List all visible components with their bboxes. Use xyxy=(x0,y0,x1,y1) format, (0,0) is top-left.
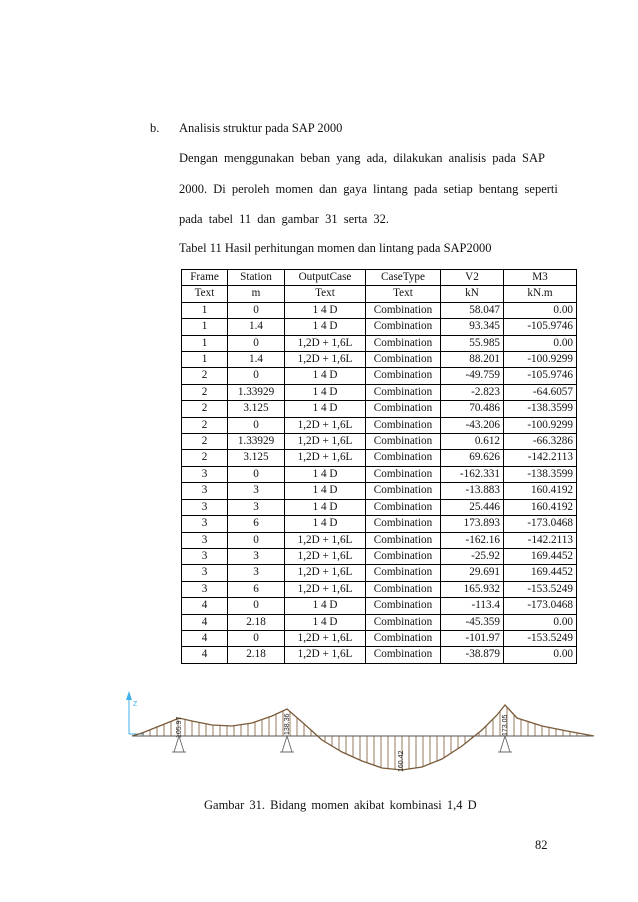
paragraph-line-1: Dengan menggunakan beban yang ada, dilakukan analisis pada SAP xyxy=(179,151,545,165)
table-cell: Frame xyxy=(182,270,228,286)
table-row xyxy=(182,368,577,384)
table-cell: 88.201 xyxy=(441,352,504,368)
table-cell: M3 xyxy=(504,270,577,286)
table-cell: V2 xyxy=(441,270,504,286)
table-cell: 1 4 D xyxy=(285,598,366,614)
table-cell: 3 xyxy=(182,483,228,499)
table-cell: 1,2D + 1,6L xyxy=(285,548,366,564)
table-row xyxy=(182,614,577,630)
table-cell: -64.6057 xyxy=(504,384,577,400)
section-title: Analisis struktur pada SAP 2000 xyxy=(179,121,343,135)
table-cell: -66.3286 xyxy=(504,434,577,450)
table-cell: -173.0468 xyxy=(504,516,577,532)
table-cell: Combination xyxy=(366,302,441,318)
table-cell: 1 4 D xyxy=(285,499,366,515)
table-cell: 4 xyxy=(182,647,228,663)
table-cell: -105.9746 xyxy=(504,368,577,384)
table-row xyxy=(182,466,577,482)
table-row xyxy=(182,352,577,368)
table-row xyxy=(182,384,577,400)
table-row xyxy=(182,565,577,581)
table-cell: 1 4 D xyxy=(285,319,366,335)
table-row xyxy=(182,450,577,466)
table-cell: 2.18 xyxy=(228,647,285,663)
table-cell: Combination xyxy=(366,598,441,614)
table-cell: 25.446 xyxy=(441,499,504,515)
table-cell: m xyxy=(228,286,285,302)
paragraph-line-3: pada tabel 11 dan gambar 31 serta 32. xyxy=(179,212,390,226)
table-cell: -100.9299 xyxy=(504,417,577,433)
table-cell: 1 xyxy=(182,319,228,335)
table-cell: Combination xyxy=(366,384,441,400)
table-cell: 70.486 xyxy=(441,401,504,417)
table-cell: -38.879 xyxy=(441,647,504,663)
table-cell: 4 xyxy=(182,598,228,614)
table-cell: 0.00 xyxy=(504,614,577,630)
table-cell: kN.m xyxy=(504,286,577,302)
table-cell: -142.2113 xyxy=(504,450,577,466)
table-cell: 6 xyxy=(228,581,285,597)
table-row xyxy=(182,401,577,417)
table-cell: 0 xyxy=(228,466,285,482)
support-2 xyxy=(280,736,294,752)
table-row xyxy=(182,335,577,351)
table-cell: -142.2113 xyxy=(504,532,577,548)
table-cell: Combination xyxy=(366,516,441,532)
table-cell: 3 xyxy=(228,565,285,581)
table-cell: 160.4192 xyxy=(504,499,577,515)
table-cell: 0.612 xyxy=(441,434,504,450)
table-cell: 3 xyxy=(182,499,228,515)
table-cell: 2 xyxy=(182,368,228,384)
table-cell: Combination xyxy=(366,614,441,630)
table-units-row xyxy=(182,286,577,302)
table-cell: 0.00 xyxy=(504,647,577,663)
table-cell: 3 xyxy=(228,499,285,515)
table-cell: 1 xyxy=(182,335,228,351)
table-cell: 1.33929 xyxy=(228,434,285,450)
table-cell: 2.18 xyxy=(228,614,285,630)
results-table xyxy=(181,269,577,664)
table-cell: Combination xyxy=(366,401,441,417)
table-cell: 1,2D + 1,6L xyxy=(285,417,366,433)
page-number: 82 xyxy=(535,838,548,852)
table-row xyxy=(182,598,577,614)
table-cell: 93.345 xyxy=(441,319,504,335)
table-cell: Station xyxy=(228,270,285,286)
table-row xyxy=(182,532,577,548)
table-cell: 0 xyxy=(228,630,285,646)
table-cell: 0 xyxy=(228,368,285,384)
table-cell: 169.4452 xyxy=(504,565,577,581)
table-cell: 1.33929 xyxy=(228,384,285,400)
table-cell: 2 xyxy=(182,417,228,433)
table-cell: Combination xyxy=(366,532,441,548)
table-cell: 1 4 D xyxy=(285,483,366,499)
value-label-4: 173.05 xyxy=(502,714,509,736)
table-cell: 165.932 xyxy=(441,581,504,597)
table-cell: CaseType xyxy=(366,270,441,286)
table-cell: Combination xyxy=(366,581,441,597)
table-row xyxy=(182,417,577,433)
table-cell: 1 xyxy=(182,352,228,368)
table-cell: Combination xyxy=(366,499,441,515)
table-cell: Combination xyxy=(366,368,441,384)
moment-diagram xyxy=(122,688,596,780)
table-cell: Combination xyxy=(366,548,441,564)
table-cell: Combination xyxy=(366,319,441,335)
table-cell: Combination xyxy=(366,466,441,482)
table-cell: 3 xyxy=(182,516,228,532)
table-cell: -49.759 xyxy=(441,368,504,384)
table-cell: 2 xyxy=(182,450,228,466)
table-cell: 0 xyxy=(228,532,285,548)
table-cell: 2 xyxy=(182,434,228,450)
table-cell: 29.691 xyxy=(441,565,504,581)
table-row xyxy=(182,302,577,318)
table-cell: 69.626 xyxy=(441,450,504,466)
table-cell: 1 4 D xyxy=(285,302,366,318)
table-cell: -113.4 xyxy=(441,598,504,614)
table-cell: Combination xyxy=(366,352,441,368)
table-row xyxy=(182,647,577,663)
axis-y-label: Z xyxy=(133,701,138,708)
support-3 xyxy=(498,736,512,752)
table-cell: 2 xyxy=(182,384,228,400)
table-cell: 1 4 D xyxy=(285,384,366,400)
table-cell: 0.00 xyxy=(504,335,577,351)
table-cell: 0 xyxy=(228,335,285,351)
table-cell: -105.9746 xyxy=(504,319,577,335)
table-cell: 1 4 D xyxy=(285,614,366,630)
table-cell: 169.4452 xyxy=(504,548,577,564)
table-cell: 1.4 xyxy=(228,352,285,368)
table-cell: -173.0468 xyxy=(504,598,577,614)
table-cell: -2.823 xyxy=(441,384,504,400)
table-cell: 1,2D + 1,6L xyxy=(285,335,366,351)
table-cell: 1,2D + 1,6L xyxy=(285,532,366,548)
table-cell: 0 xyxy=(228,598,285,614)
table-cell: OutputCase xyxy=(285,270,366,286)
table-cell: -138.3599 xyxy=(504,466,577,482)
table-cell: Combination xyxy=(366,565,441,581)
table-cell: Combination xyxy=(366,647,441,663)
table-row xyxy=(182,630,577,646)
table-cell: 58.047 xyxy=(441,302,504,318)
paragraph-line-2: 2000. Di peroleh momen dan gaya lintang pada setiap bentang seperti xyxy=(179,182,558,196)
table-cell: 0.00 xyxy=(504,302,577,318)
table-cell: 1 4 D xyxy=(285,516,366,532)
table-cell: 1,2D + 1,6L xyxy=(285,352,366,368)
table-cell: 1,2D + 1,6L xyxy=(285,647,366,663)
table-cell: -13.883 xyxy=(441,483,504,499)
table-row xyxy=(182,499,577,515)
table-cell: 55.985 xyxy=(441,335,504,351)
table-cell: 1 4 D xyxy=(285,401,366,417)
section-letter: b. xyxy=(150,121,160,135)
table-cell: 3 xyxy=(228,548,285,564)
table-cell: 1,2D + 1,6L xyxy=(285,581,366,597)
table-cell: 0 xyxy=(228,302,285,318)
table-cell: 3 xyxy=(182,532,228,548)
moment-curve xyxy=(132,705,594,770)
table-cell: 3.125 xyxy=(228,401,285,417)
table-cell: 1,2D + 1,6L xyxy=(285,565,366,581)
table-row xyxy=(182,319,577,335)
table-cell: 1 xyxy=(182,302,228,318)
table-header-row xyxy=(182,270,577,286)
table-cell: 1 4 D xyxy=(285,466,366,482)
figure-caption: Gambar 31. Bidang momen akibat kombinasi 1,4 D xyxy=(204,798,477,812)
table-cell: 4 xyxy=(182,614,228,630)
table-cell: -25.92 xyxy=(441,548,504,564)
table-cell: -101.97 xyxy=(441,630,504,646)
table-cell: Combination xyxy=(366,483,441,499)
table-cell: 6 xyxy=(228,516,285,532)
table-cell: kN xyxy=(441,286,504,302)
value-label-3: 160.42 xyxy=(398,750,405,772)
table-cell: -138.3599 xyxy=(504,401,577,417)
table-cell: -45.359 xyxy=(441,614,504,630)
table-cell: 4 xyxy=(182,630,228,646)
value-label-1: 105.97 xyxy=(176,716,183,738)
table-cell: Combination xyxy=(366,335,441,351)
table-cell: Combination xyxy=(366,630,441,646)
table-cell: 1 4 D xyxy=(285,368,366,384)
table-cell: 3 xyxy=(228,483,285,499)
table-cell: -100.9299 xyxy=(504,352,577,368)
table-cell: 3 xyxy=(182,565,228,581)
table-cell: Text xyxy=(182,286,228,302)
table-cell: -153.5249 xyxy=(504,630,577,646)
axis-arrow-head xyxy=(126,691,132,700)
table-cell: 3 xyxy=(182,581,228,597)
table-cell: 1,2D + 1,6L xyxy=(285,630,366,646)
table-cell: Combination xyxy=(366,434,441,450)
table-cell: Text xyxy=(366,286,441,302)
table-cell: 0 xyxy=(228,417,285,433)
table-cell: 160.4192 xyxy=(504,483,577,499)
table-cell: -43.206 xyxy=(441,417,504,433)
value-label-2: 138.36 xyxy=(284,713,291,735)
table-caption: Tabel 11 Hasil perhitungan momen dan lintang pada SAP2000 xyxy=(179,241,492,255)
table-cell: -162.331 xyxy=(441,466,504,482)
table-cell: 2 xyxy=(182,401,228,417)
table-cell: 1.4 xyxy=(228,319,285,335)
table-cell: 3 xyxy=(182,466,228,482)
table-cell: 173.893 xyxy=(441,516,504,532)
table-cell: -153.5249 xyxy=(504,581,577,597)
table-cell: Combination xyxy=(366,417,441,433)
table-row xyxy=(182,516,577,532)
table-row xyxy=(182,581,577,597)
table-row xyxy=(182,483,577,499)
table-row xyxy=(182,548,577,564)
table-cell: 3 xyxy=(182,548,228,564)
table-cell: 3.125 xyxy=(228,450,285,466)
table-cell: Combination xyxy=(366,450,441,466)
table-cell: 1,2D + 1,6L xyxy=(285,450,366,466)
table-row xyxy=(182,434,577,450)
table-cell: Text xyxy=(285,286,366,302)
section-heading xyxy=(150,121,342,136)
table-cell: -162.16 xyxy=(441,532,504,548)
table-cell: 1,2D + 1,6L xyxy=(285,434,366,450)
